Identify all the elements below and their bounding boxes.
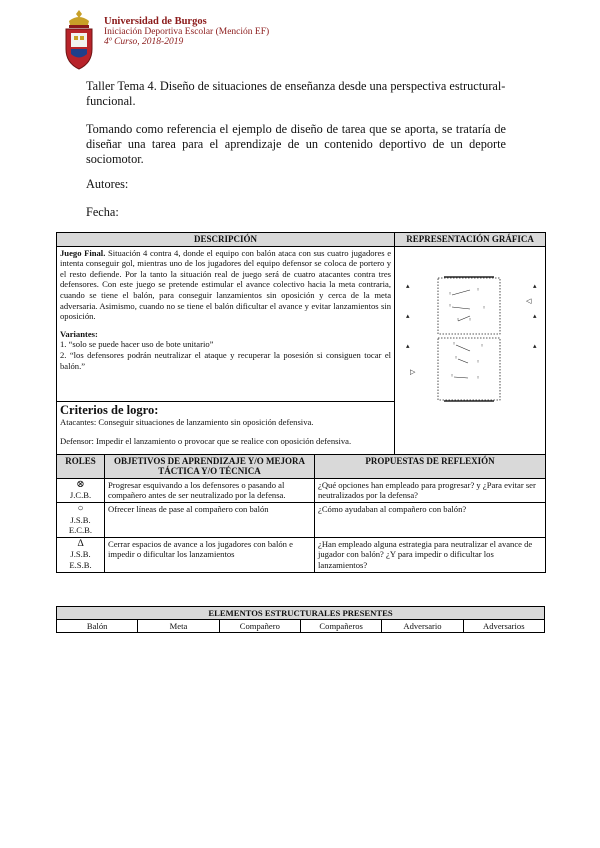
criteria-title: Criterios de logro:	[60, 402, 159, 417]
svg-text:◦: ◦	[448, 289, 453, 298]
variants-title: Variantes:	[60, 328, 98, 339]
svg-text:▴: ▴	[406, 281, 410, 290]
objective-cell: Progresar esquivando a los defensores o pasando al compañero antes de ser neutralizado por la defensa.	[105, 478, 315, 502]
description-body: Situación 4 contra 4, donde el equipo con balón ataca con sus cuatro jugadores e intenta conseguir gol, mientras uno de los jugadores del equipo defensor se coloca de portero y el resto defiende. Por la tanto la situación real de juego será de cuatro atacantes contra tres defensores. Con este juego se pretende estimular el avance colectivo hacia la meta contraria, cuando se tiene el balón, para conseguir lanzamientos sin oposición y cerca de la meta adversaria. Asimismo, cuando no se tiene el balón dificultar el avance y evitar lanzamientos sin oposición.	[60, 247, 392, 322]
task-description	[57, 246, 395, 401]
svg-text:◦: ◦	[454, 353, 459, 362]
criteria-defender: Defensor: Impedir el lanzamiento o provocar que se realice con oposición defensiva.	[60, 436, 352, 447]
task-design-table	[56, 232, 546, 573]
role-label: J.S.B. E.S.B.	[69, 549, 92, 570]
svg-text:◦: ◦	[452, 339, 457, 348]
document-header	[60, 9, 320, 73]
description-lead: Juego Final.	[60, 247, 106, 258]
element-opponents: Adversarios	[463, 620, 544, 633]
svg-text:◦: ◦	[450, 371, 455, 380]
table-row	[57, 478, 546, 502]
element-teammate: Compañero	[219, 620, 300, 633]
role-cell	[57, 502, 105, 537]
teammate-icon: ○	[77, 502, 84, 514]
date-label: Fecha:	[86, 205, 119, 219]
element-teammates: Compañeros	[300, 620, 381, 633]
table-row	[57, 537, 546, 572]
svg-text:◦: ◦	[480, 341, 485, 350]
defender-icon: ∆	[77, 537, 84, 549]
course-name: Iniciación Deportiva Escolar (Mención EF)	[104, 27, 270, 37]
reflection-cell: ¿Han empleado alguna estrategia para neutralizar el avance de jugador con balón? ¿Y para impedir o dificultar los lanzamientos?	[315, 537, 546, 572]
reflection-cell: ¿Qué opciones han empleado para progresar? y ¿Para evitar ser neutralizados por la defensa?	[315, 478, 546, 502]
achievement-criteria	[57, 401, 395, 454]
table-row	[57, 502, 546, 537]
instructions-paragraph: Tomando como referencia el ejemplo de diseño de tarea que se aporta, se trataría de diseñar una tarea para el aprendizaje de un contenido deportivo de un deporte sociomotor.	[86, 122, 506, 166]
svg-text:▴: ▴	[533, 341, 537, 350]
svg-text:▷: ▷	[410, 367, 416, 376]
objectives-header: OBJETIVOS DE APRENDIZAJE Y/O MEJORA TÁCTICA Y/O TÉCNICA	[105, 454, 315, 478]
svg-text:◦: ◦	[448, 301, 453, 310]
representation-header: REPRESENTACIÓN GRÁFICA	[395, 233, 546, 247]
university-crest-icon	[60, 9, 98, 71]
variant-1: 1. “solo se puede hacer uso de bote unitario”	[60, 339, 214, 350]
element-goal: Meta	[138, 620, 219, 633]
objective-cell: Ofrecer líneas de pase al compañero con balón	[105, 502, 315, 537]
element-opponent: Adversario	[382, 620, 463, 633]
structural-elements-title: ELEMENTOS ESTRUCTURALES PRESENTES	[57, 607, 545, 620]
role-cell	[57, 478, 105, 502]
role-cell	[57, 537, 105, 572]
svg-text:◦: ◦	[468, 315, 473, 324]
svg-text:◦: ◦	[476, 373, 481, 382]
reflection-header: PROPUESTAS DE REFLEXIÓN	[315, 454, 546, 478]
svg-text:◁: ◁	[526, 296, 532, 305]
criteria-attackers: Atacantes: Conseguir situaciones de lanzamiento sin oposición defensiva.	[60, 416, 314, 427]
ball-carrier-icon: ⊗	[76, 478, 85, 490]
svg-text:▴: ▴	[533, 311, 537, 320]
court-diagram-icon	[398, 248, 543, 448]
authors-label: Autores:	[86, 177, 129, 191]
svg-text:▴: ▴	[406, 341, 410, 350]
description-header: DESCRIPCIÓN	[57, 233, 395, 247]
objective-cell: Cerrar espacios de avance a los jugadores con balón e impedir o dificultar los lanzamientos	[105, 537, 315, 572]
element-ball: Balón	[57, 620, 138, 633]
roles-header: ROLES	[57, 454, 105, 478]
role-label: J.S.B. E.C.B.	[68, 514, 93, 536]
university-name: Universidad de Burgos	[104, 16, 207, 27]
svg-text:◦: ◦	[482, 303, 487, 312]
reflection-cell: ¿Cómo ayudaban al compañero con balón?	[315, 502, 546, 537]
svg-text:◦: ◦	[476, 285, 481, 294]
svg-text:◦: ◦	[456, 315, 461, 324]
role-label: J.C.B.	[69, 490, 92, 501]
svg-text:▴: ▴	[533, 281, 537, 290]
graphic-representation	[395, 246, 546, 454]
structural-elements-table	[56, 606, 545, 633]
svg-text:◦: ◦	[476, 357, 481, 366]
course-year: 4º Curso, 2018-2019	[104, 37, 184, 47]
variant-2: 2. “los defensores podrán neutralizar el ataque y recuperar la posesión si consiguen tocar el balón.”	[60, 349, 392, 371]
workshop-title: Taller Tema 4. Diseño de situaciones de enseñanza desde una perspectiva estructural-funcional.	[86, 79, 506, 108]
svg-text:▴: ▴	[406, 311, 410, 320]
